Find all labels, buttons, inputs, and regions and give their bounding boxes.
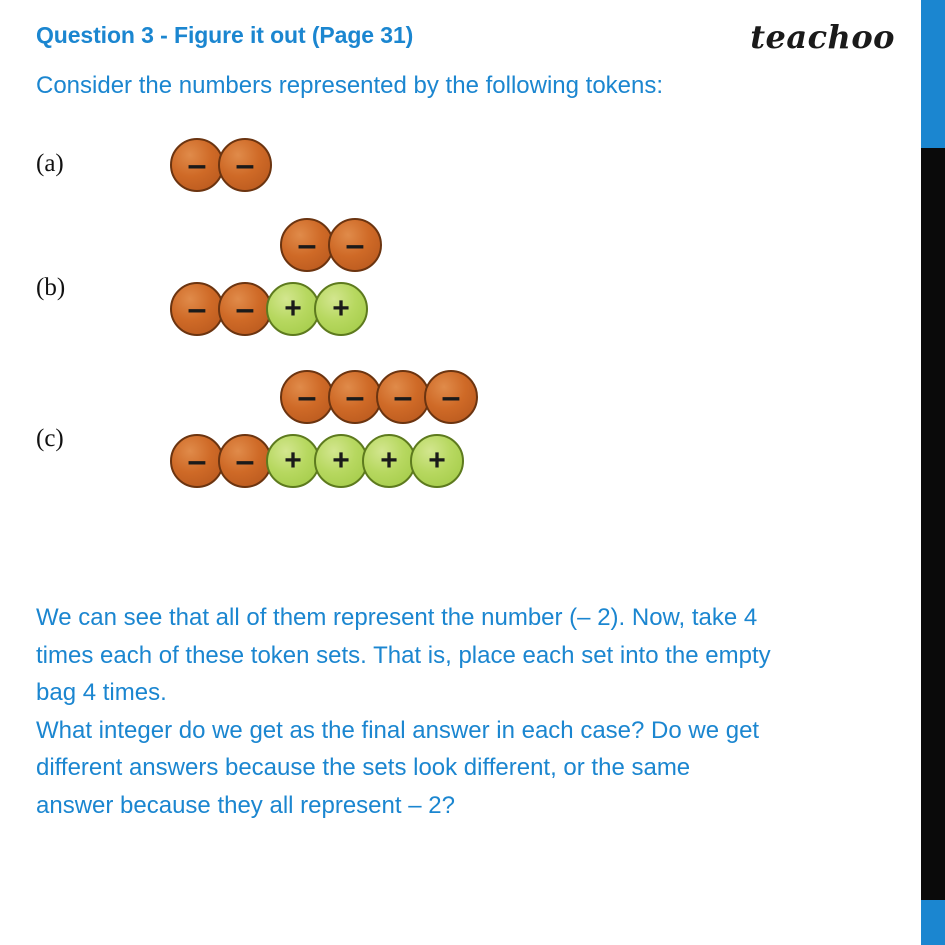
body-line: different answers because the sets look different, or the same	[36, 754, 691, 782]
token-rows-a	[170, 138, 266, 192]
intro-text: Consider the numbers represented by the following tokens:	[36, 72, 664, 99]
plus-icon: +	[428, 444, 446, 477]
body-line: What integer do we get as the final answer in each case? Do we get	[36, 716, 760, 744]
token-minus	[218, 282, 272, 336]
body-line: bag 4 times.	[36, 679, 167, 707]
edge-strip-blue-top	[921, 0, 945, 148]
token-plus	[314, 434, 368, 488]
token-plus	[314, 282, 368, 336]
token-case-a	[36, 100, 921, 190]
page-header	[36, 18, 921, 64]
minus-icon: –	[235, 290, 255, 328]
token-rows-b	[280, 218, 376, 272]
edge-strip-blue-bottom	[921, 900, 945, 945]
token-rows-c	[280, 370, 472, 424]
minus-icon: –	[345, 226, 365, 264]
plus-icon: +	[284, 444, 302, 477]
token-plus	[266, 282, 320, 336]
token-minus	[328, 218, 382, 272]
body-line: We can see that all of them represent the number (– 2). Now, take 4	[36, 604, 758, 631]
plus-icon: +	[332, 444, 350, 477]
case-label-c: (c)	[36, 425, 64, 452]
token-plus	[362, 434, 416, 488]
token-plus	[266, 434, 320, 488]
token-minus	[170, 282, 224, 336]
teachoo-logo: teachoo	[750, 18, 895, 56]
token-minus	[218, 434, 272, 488]
plus-icon: +	[380, 444, 398, 477]
minus-icon: –	[187, 442, 207, 480]
case-label-b: (b)	[36, 274, 66, 301]
minus-icon: –	[345, 378, 365, 416]
case-label-a: (a)	[36, 150, 64, 177]
token-row	[170, 434, 458, 488]
minus-icon: –	[235, 442, 255, 480]
token-minus	[218, 138, 272, 192]
token-plus	[410, 434, 464, 488]
token-minus	[280, 218, 334, 272]
body-line: answer because they all represent – 2?	[36, 791, 455, 819]
token-case-b	[36, 190, 921, 350]
token-minus	[280, 370, 334, 424]
plus-icon: +	[284, 292, 302, 325]
token-minus	[170, 138, 224, 192]
token-rows-b-lower	[170, 282, 362, 336]
minus-icon: –	[187, 146, 207, 184]
plus-icon: +	[332, 292, 350, 325]
token-case-c	[36, 350, 921, 500]
token-minus	[170, 434, 224, 488]
minus-icon: –	[441, 378, 461, 416]
page-title: Question 3 - Figure it out (Page 31)	[36, 22, 414, 48]
token-row	[170, 282, 362, 336]
token-minus	[424, 370, 478, 424]
minus-icon: –	[297, 226, 317, 264]
body-line: times each of these token sets. That is, place each set into the empty	[36, 641, 771, 669]
minus-icon: –	[235, 146, 255, 184]
token-rows-c-lower	[170, 434, 458, 488]
body-text	[36, 600, 916, 825]
token-row	[170, 138, 266, 192]
token-row	[280, 218, 376, 272]
minus-icon: –	[187, 290, 207, 328]
token-minus	[376, 370, 430, 424]
minus-icon: –	[393, 378, 413, 416]
minus-icon: –	[297, 378, 317, 416]
edge-strip-dark	[921, 148, 945, 945]
token-row	[280, 370, 472, 424]
token-minus	[328, 370, 382, 424]
